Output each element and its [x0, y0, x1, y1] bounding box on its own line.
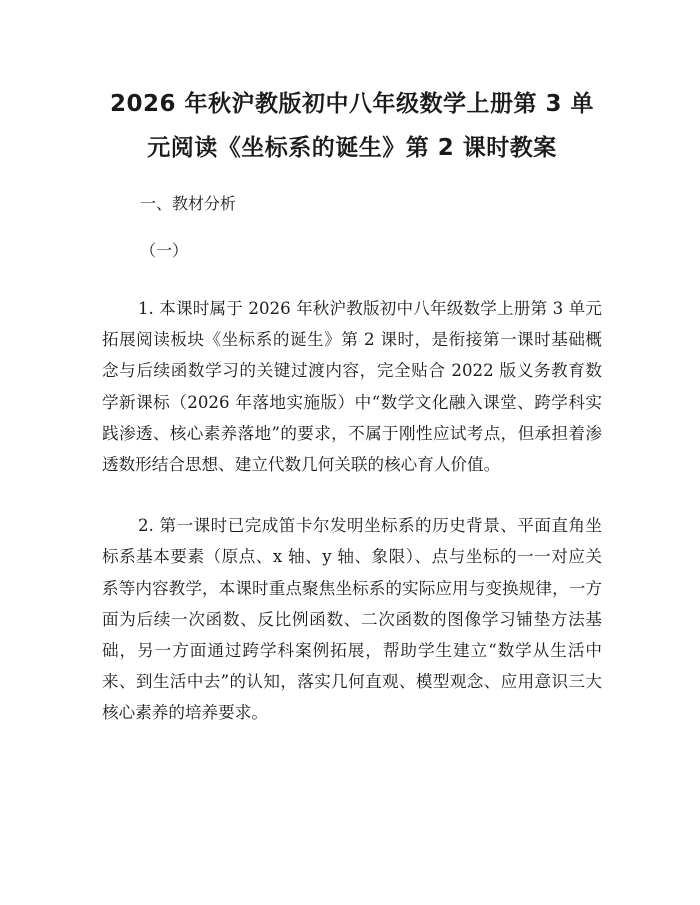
title-line-2: 元阅读《坐标系的诞生》第 2 课时教案	[147, 135, 557, 161]
subsection-heading: （一）	[140, 241, 189, 260]
title-line-1: 2026 年秋沪教版初中八年级数学上册第 3 单	[109, 91, 595, 117]
paragraph-2: 2. 第一课时已完成笛卡尔发明坐标系的历史背景、平面直角坐标系基本要素（原点、x 轴、y 轴、象限）、点与坐标的一一对应关系等内容教学，本课时重点聚焦坐标系的实际应用与变换规律，一方面为后续一次函数、反比例函数、二次函数的图像学习铺垫方法基础，另一方面通过跨学科案例拓展，帮助学生建立“数学从生活中来、到生活中去”的认知，落实几何直观、模型观念、应用意识三大核心素养的培养要求。	[102, 516, 602, 723]
document-title	[102, 82, 602, 170]
paragraph-1: 1. 本课时属于 2026 年秋沪教版初中八年级数学上册第 3 单元拓展阅读板块《坐标系的诞生》第 2 课时，是衔接第一课时基础概念与后续函数学习的关键过渡内容，完全贴合 2022 版义务教育数学新课标（2026 年落地实施版）中“数学文化融入课堂、跨学科实践渗透、核心素养落地”的要求，不属于刚性应试考点，但承担着渗透数形结合思想、建立代数几何关联的核心育人价值。	[102, 299, 602, 475]
section-heading: 一、教材分析	[140, 194, 237, 213]
